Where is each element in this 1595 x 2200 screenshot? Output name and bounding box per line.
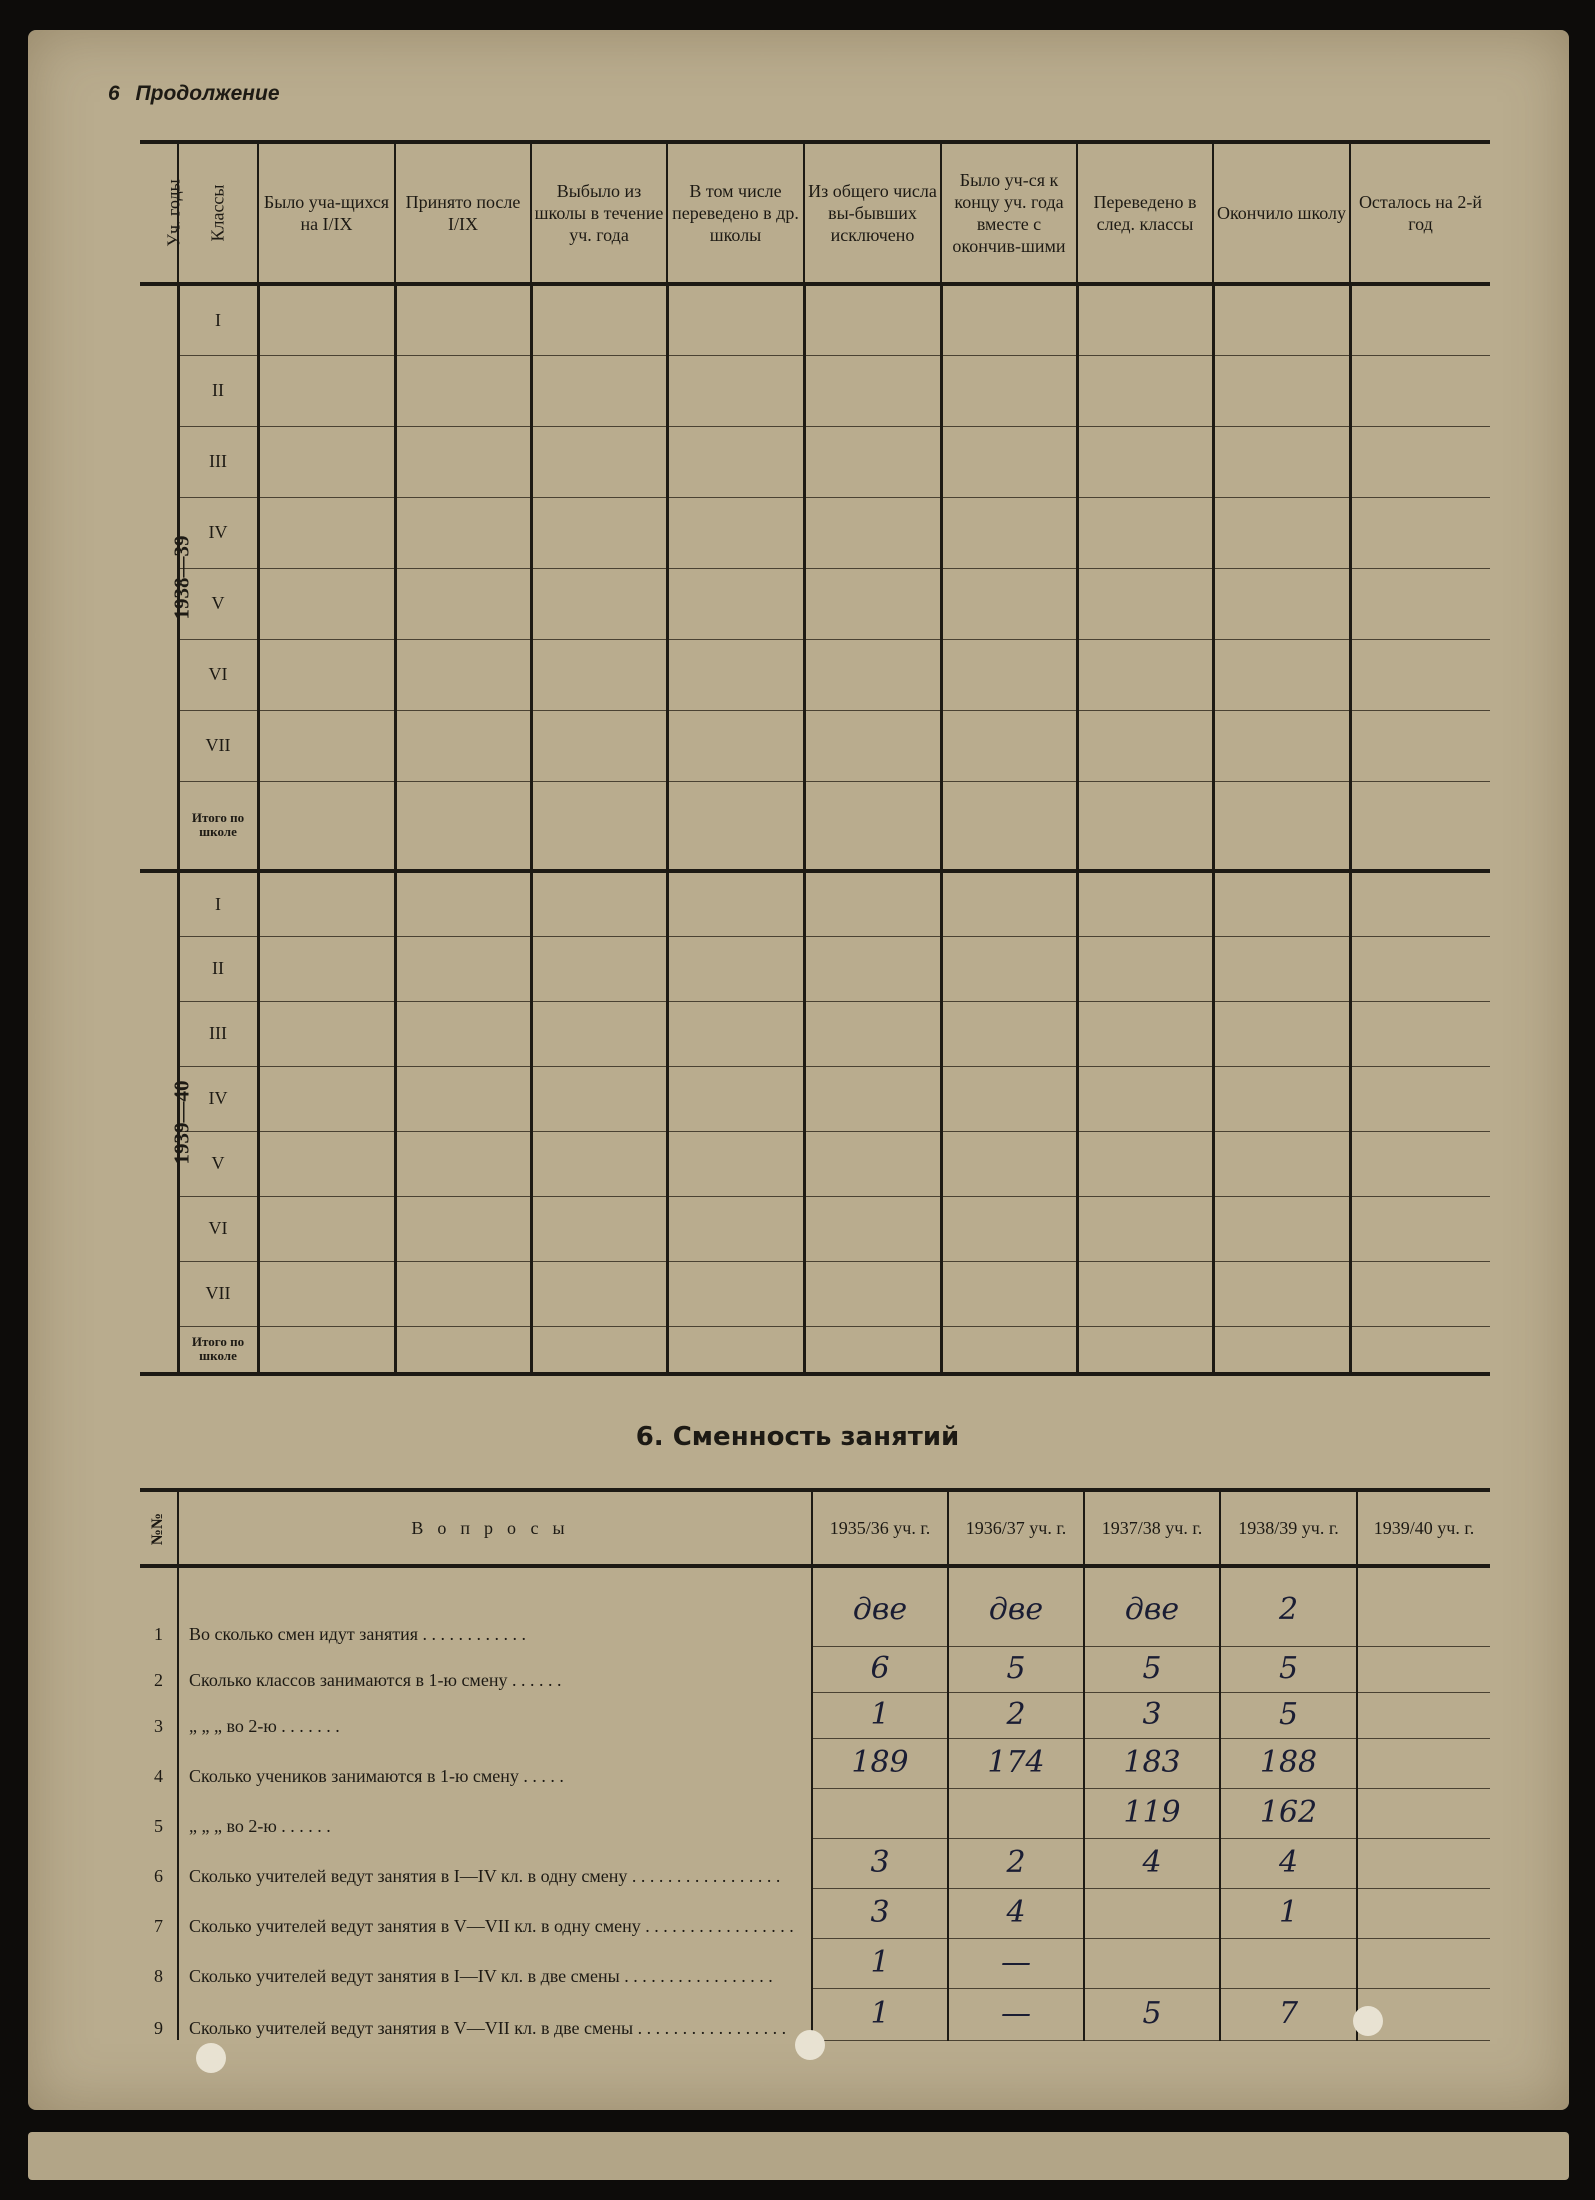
col-header-year: 1937/38 уч. г. xyxy=(1084,1490,1220,1566)
empty-cell xyxy=(1213,1261,1350,1326)
empty-cell xyxy=(804,781,941,871)
empty-cell xyxy=(1350,1001,1490,1066)
handwritten-value: 174 xyxy=(948,1738,1084,1788)
empty-cell xyxy=(395,1196,531,1261)
empty-cell xyxy=(1213,1131,1350,1196)
empty-cell xyxy=(1213,568,1350,639)
class-label: III xyxy=(178,1001,258,1066)
empty-cell xyxy=(1213,497,1350,568)
empty-cell xyxy=(1213,639,1350,710)
empty-cell xyxy=(941,426,1077,497)
empty-cell xyxy=(395,355,531,426)
row-number: 3 xyxy=(140,1692,178,1738)
empty-cell xyxy=(395,639,531,710)
class-label: I xyxy=(178,871,258,936)
table-row xyxy=(140,497,1490,568)
question-text: Во сколько смен идут занятия . . . . . . . . . . . . xyxy=(178,1566,812,1646)
table-row xyxy=(140,1938,1490,1988)
col-header-year: 1936/37 уч. г. xyxy=(948,1490,1084,1566)
empty-cell xyxy=(804,936,941,1001)
empty-cell xyxy=(258,1001,395,1066)
table-row xyxy=(140,1066,1490,1131)
empty-cell xyxy=(531,284,667,355)
row-number: 2 xyxy=(140,1646,178,1692)
class-label: V xyxy=(178,1131,258,1196)
empty-cell xyxy=(1213,1001,1350,1066)
handwritten-value xyxy=(1357,1566,1490,1646)
empty-cell xyxy=(667,1326,804,1374)
empty-cell xyxy=(1350,936,1490,1001)
row-number: 1 xyxy=(140,1566,178,1646)
col-header: Принято после I/IX xyxy=(395,142,531,284)
empty-cell xyxy=(667,639,804,710)
col-header: Переведено в след. классы xyxy=(1077,142,1213,284)
empty-cell xyxy=(941,710,1077,781)
empty-cell xyxy=(531,936,667,1001)
table-row xyxy=(140,1738,1490,1788)
col-header-num: №№ xyxy=(140,1490,178,1566)
page-header xyxy=(108,82,280,106)
empty-cell xyxy=(258,1131,395,1196)
handwritten-value xyxy=(948,1788,1084,1838)
empty-cell xyxy=(258,497,395,568)
handwritten-value: 162 xyxy=(1220,1788,1357,1838)
empty-cell xyxy=(1077,1326,1213,1374)
empty-cell xyxy=(667,568,804,639)
empty-cell xyxy=(667,1001,804,1066)
empty-cell xyxy=(258,936,395,1001)
handwritten-value: 1 xyxy=(812,1988,948,2040)
table-row xyxy=(140,1788,1490,1838)
row-number: 5 xyxy=(140,1788,178,1838)
empty-cell xyxy=(531,1001,667,1066)
class-label: II xyxy=(178,355,258,426)
empty-cell xyxy=(667,497,804,568)
table-row xyxy=(140,284,1490,355)
class-label: V xyxy=(178,568,258,639)
handwritten-value: 4 xyxy=(1220,1838,1357,1888)
empty-cell xyxy=(1350,1066,1490,1131)
empty-cell xyxy=(1350,284,1490,355)
class-label: III xyxy=(178,426,258,497)
handwritten-value: 189 xyxy=(812,1738,948,1788)
empty-cell xyxy=(667,355,804,426)
empty-cell xyxy=(667,1066,804,1131)
class-label: VII xyxy=(178,1261,258,1326)
empty-cell xyxy=(395,1001,531,1066)
question-text: Сколько учителей ведут занятия в V—VII кл. в две смены . . . . . . . . . . . . . . . . . xyxy=(178,1988,812,2040)
col-header-year: 1935/36 уч. г. xyxy=(812,1490,948,1566)
empty-cell xyxy=(1350,355,1490,426)
empty-cell xyxy=(395,1326,531,1374)
empty-cell xyxy=(1350,1261,1490,1326)
empty-cell xyxy=(531,639,667,710)
empty-cell xyxy=(258,284,395,355)
row-number: 7 xyxy=(140,1888,178,1938)
empty-cell xyxy=(395,497,531,568)
handwritten-value: 3 xyxy=(812,1838,948,1888)
handwritten-value: две xyxy=(812,1566,948,1646)
handwritten-value xyxy=(1220,1938,1357,1988)
class-label: VI xyxy=(178,639,258,710)
handwritten-value: две xyxy=(1084,1566,1220,1646)
empty-cell xyxy=(1213,1066,1350,1131)
empty-cell xyxy=(1077,710,1213,781)
empty-cell xyxy=(941,639,1077,710)
empty-cell xyxy=(941,1066,1077,1131)
col-header: Классы xyxy=(178,142,258,284)
table-row xyxy=(140,568,1490,639)
table-row xyxy=(140,781,1490,871)
empty-cell xyxy=(941,355,1077,426)
empty-cell xyxy=(1350,710,1490,781)
empty-cell xyxy=(1213,936,1350,1001)
binding-hole xyxy=(795,2030,825,2060)
empty-cell xyxy=(1350,1326,1490,1374)
col-header-questions: Вопросы xyxy=(178,1490,812,1566)
empty-cell xyxy=(1077,639,1213,710)
handwritten-value: — xyxy=(948,1988,1084,2040)
col-header-year: 1938/39 уч. г. xyxy=(1220,1490,1357,1566)
empty-cell xyxy=(667,871,804,936)
col-header: В том числе переведено в др. школы xyxy=(667,142,804,284)
empty-cell xyxy=(941,871,1077,936)
page-number: 6 xyxy=(108,82,120,105)
empty-cell xyxy=(804,710,941,781)
empty-cell xyxy=(1077,426,1213,497)
handwritten-value: 188 xyxy=(1220,1738,1357,1788)
empty-cell xyxy=(941,284,1077,355)
table-row xyxy=(140,1001,1490,1066)
empty-cell xyxy=(1350,781,1490,871)
empty-cell xyxy=(531,1196,667,1261)
empty-cell xyxy=(1350,1131,1490,1196)
empty-cell xyxy=(395,710,531,781)
empty-cell xyxy=(258,639,395,710)
section-title: 6. Сменность занятий xyxy=(635,1422,960,1452)
empty-cell xyxy=(1213,284,1350,355)
empty-cell xyxy=(667,1131,804,1196)
empty-cell xyxy=(531,781,667,871)
col-header-year: 1939/40 уч. г. xyxy=(1357,1490,1490,1566)
empty-cell xyxy=(531,497,667,568)
binding-hole xyxy=(196,2043,226,2073)
table-row xyxy=(140,426,1490,497)
handwritten-value xyxy=(1357,1888,1490,1938)
empty-cell xyxy=(1077,497,1213,568)
school-year-label: 1939—40 xyxy=(140,871,178,1374)
empty-cell xyxy=(531,355,667,426)
col-header: Выбыло из школы в течение уч. года xyxy=(531,142,667,284)
empty-cell xyxy=(941,1131,1077,1196)
handwritten-value: 183 xyxy=(1084,1738,1220,1788)
empty-cell xyxy=(1213,355,1350,426)
handwritten-value xyxy=(1084,1938,1220,1988)
handwritten-value: 5 xyxy=(948,1646,1084,1692)
empty-cell xyxy=(1350,639,1490,710)
table-row xyxy=(140,1566,1490,1646)
empty-cell xyxy=(667,284,804,355)
empty-cell xyxy=(531,426,667,497)
empty-cell xyxy=(258,1326,395,1374)
empty-cell xyxy=(395,1066,531,1131)
empty-cell xyxy=(804,355,941,426)
col-header: Было уча-щихся на I/IX xyxy=(258,142,395,284)
empty-cell xyxy=(1213,781,1350,871)
empty-cell xyxy=(1350,871,1490,936)
empty-cell xyxy=(667,781,804,871)
empty-cell xyxy=(804,1326,941,1374)
question-text: Сколько учителей ведут занятия в V—VII кл. в одну смену . . . . . . . . . . . . . . . . . xyxy=(178,1888,812,1938)
empty-cell xyxy=(395,936,531,1001)
empty-cell xyxy=(395,1261,531,1326)
handwritten-value: 4 xyxy=(1084,1838,1220,1888)
table-row xyxy=(140,936,1490,1001)
student-movement-table xyxy=(140,140,1490,1376)
total-label: Итого по школе xyxy=(178,1326,258,1374)
empty-cell xyxy=(804,639,941,710)
empty-cell xyxy=(1077,1196,1213,1261)
empty-cell xyxy=(395,781,531,871)
empty-cell xyxy=(395,568,531,639)
handwritten-value: 119 xyxy=(1084,1788,1220,1838)
empty-cell xyxy=(1213,1326,1350,1374)
empty-cell xyxy=(258,568,395,639)
binding-hole xyxy=(1353,2006,1383,2036)
empty-cell xyxy=(258,781,395,871)
handwritten-value: — xyxy=(948,1938,1084,1988)
class-label: VII xyxy=(178,710,258,781)
empty-cell xyxy=(1350,568,1490,639)
shifts-table xyxy=(140,1488,1490,2041)
empty-cell xyxy=(1077,1001,1213,1066)
empty-cell xyxy=(1213,710,1350,781)
table-row xyxy=(140,1326,1490,1374)
table-row xyxy=(140,1131,1490,1196)
table-row xyxy=(140,1261,1490,1326)
empty-cell xyxy=(395,284,531,355)
empty-cell xyxy=(1350,426,1490,497)
empty-cell xyxy=(1213,871,1350,936)
empty-cell xyxy=(941,1326,1077,1374)
question-text: „ „ „ во 2-ю . . . . . . . xyxy=(178,1692,812,1738)
empty-cell xyxy=(1077,568,1213,639)
col-header: Из общего числа вы-бывших исключено xyxy=(804,142,941,284)
empty-cell xyxy=(804,871,941,936)
row-number: 4 xyxy=(140,1738,178,1788)
handwritten-value: 1 xyxy=(1220,1888,1357,1938)
empty-cell xyxy=(1213,1196,1350,1261)
table-row xyxy=(140,1692,1490,1738)
empty-cell xyxy=(1077,936,1213,1001)
empty-cell xyxy=(1077,1066,1213,1131)
handwritten-value xyxy=(1357,1938,1490,1988)
handwritten-value xyxy=(1357,1738,1490,1788)
next-page-edge xyxy=(28,2132,1569,2180)
handwritten-value: 1 xyxy=(812,1692,948,1738)
empty-cell xyxy=(941,1196,1077,1261)
empty-cell xyxy=(667,936,804,1001)
empty-cell xyxy=(667,1261,804,1326)
empty-cell xyxy=(804,1196,941,1261)
empty-cell xyxy=(258,1196,395,1261)
class-label: IV xyxy=(178,1066,258,1131)
table-row xyxy=(140,1196,1490,1261)
empty-cell xyxy=(258,1261,395,1326)
class-label: IV xyxy=(178,497,258,568)
empty-cell xyxy=(1350,497,1490,568)
empty-cell xyxy=(804,1001,941,1066)
empty-cell xyxy=(531,1131,667,1196)
col-header: Уч. годы xyxy=(140,142,178,284)
handwritten-value xyxy=(1084,1888,1220,1938)
empty-cell xyxy=(804,1131,941,1196)
empty-cell xyxy=(258,426,395,497)
handwritten-value: 7 xyxy=(1220,1988,1357,2040)
table-row xyxy=(140,355,1490,426)
empty-cell xyxy=(258,1066,395,1131)
handwritten-value xyxy=(1357,1692,1490,1738)
total-label: Итого по школе xyxy=(178,781,258,871)
empty-cell xyxy=(1213,426,1350,497)
row-number: 9 xyxy=(140,1988,178,2040)
table-row xyxy=(140,710,1490,781)
row-number: 6 xyxy=(140,1838,178,1888)
empty-cell xyxy=(941,936,1077,1001)
col-header: Осталось на 2-й год xyxy=(1350,142,1490,284)
handwritten-value: 5 xyxy=(1220,1692,1357,1738)
handwritten-value: 4 xyxy=(948,1888,1084,1938)
handwritten-value xyxy=(1357,1838,1490,1888)
handwritten-value: 3 xyxy=(1084,1692,1220,1738)
table-row xyxy=(140,1838,1490,1888)
question-text: Сколько учителей ведут занятия в I—IV кл. в одну смену . . . . . . . . . . . . . . . . . xyxy=(178,1838,812,1888)
empty-cell xyxy=(667,426,804,497)
question-text: Сколько учителей ведут занятия в I—IV кл. в две смены . . . . . . . . . . . . . . . . . xyxy=(178,1938,812,1988)
empty-cell xyxy=(531,871,667,936)
empty-cell xyxy=(804,284,941,355)
handwritten-value xyxy=(1357,1788,1490,1838)
class-label: II xyxy=(178,936,258,1001)
empty-cell xyxy=(1077,355,1213,426)
empty-cell xyxy=(1077,871,1213,936)
handwritten-value: 2 xyxy=(948,1692,1084,1738)
question-text: „ „ „ во 2-ю . . . . . . xyxy=(178,1788,812,1838)
empty-cell xyxy=(804,1261,941,1326)
empty-cell xyxy=(258,871,395,936)
row-number: 8 xyxy=(140,1938,178,1988)
empty-cell xyxy=(941,1261,1077,1326)
empty-cell xyxy=(1350,1196,1490,1261)
handwritten-value: 3 xyxy=(812,1888,948,1938)
class-label: I xyxy=(178,284,258,355)
empty-cell xyxy=(1077,284,1213,355)
table-row xyxy=(140,639,1490,710)
handwritten-value: две xyxy=(948,1566,1084,1646)
empty-cell xyxy=(531,568,667,639)
empty-cell xyxy=(804,426,941,497)
continuation-label: Продолжение xyxy=(135,82,280,105)
handwritten-value: 5 xyxy=(1084,1646,1220,1692)
table-row xyxy=(140,1646,1490,1692)
empty-cell xyxy=(941,781,1077,871)
empty-cell xyxy=(941,568,1077,639)
empty-cell xyxy=(941,1001,1077,1066)
empty-cell xyxy=(804,497,941,568)
empty-cell xyxy=(941,497,1077,568)
empty-cell xyxy=(395,426,531,497)
class-label: VI xyxy=(178,1196,258,1261)
handwritten-value xyxy=(1357,1646,1490,1692)
empty-cell xyxy=(531,1066,667,1131)
empty-cell xyxy=(395,1131,531,1196)
col-header: Окончило школу xyxy=(1213,142,1350,284)
empty-cell xyxy=(258,710,395,781)
empty-cell xyxy=(804,1066,941,1131)
handwritten-value: 2 xyxy=(948,1838,1084,1888)
handwritten-value: 2 xyxy=(1220,1566,1357,1646)
handwritten-value: 6 xyxy=(812,1646,948,1692)
empty-cell xyxy=(395,871,531,936)
table-row xyxy=(140,871,1490,936)
handwritten-value: 5 xyxy=(1220,1646,1357,1692)
table-row xyxy=(140,1888,1490,1938)
col-header: Было уч-ся к концу уч. года вместе с окончив-шими xyxy=(941,142,1077,284)
empty-cell xyxy=(1077,781,1213,871)
empty-cell xyxy=(531,1261,667,1326)
question-text: Сколько классов занимаются в 1-ю смену . . . . . . xyxy=(178,1646,812,1692)
handwritten-value: 5 xyxy=(1084,1988,1220,2040)
empty-cell xyxy=(531,1326,667,1374)
school-year-label: 1938—39 xyxy=(140,284,178,871)
empty-cell xyxy=(667,1196,804,1261)
empty-cell xyxy=(804,568,941,639)
empty-cell xyxy=(1077,1261,1213,1326)
empty-cell xyxy=(258,355,395,426)
empty-cell xyxy=(667,710,804,781)
handwritten-value: 1 xyxy=(812,1938,948,1988)
empty-cell xyxy=(531,710,667,781)
empty-cell xyxy=(1077,1131,1213,1196)
question-text: Сколько учеников занимаются в 1-ю смену . . . . . xyxy=(178,1738,812,1788)
handwritten-value xyxy=(812,1788,948,1838)
